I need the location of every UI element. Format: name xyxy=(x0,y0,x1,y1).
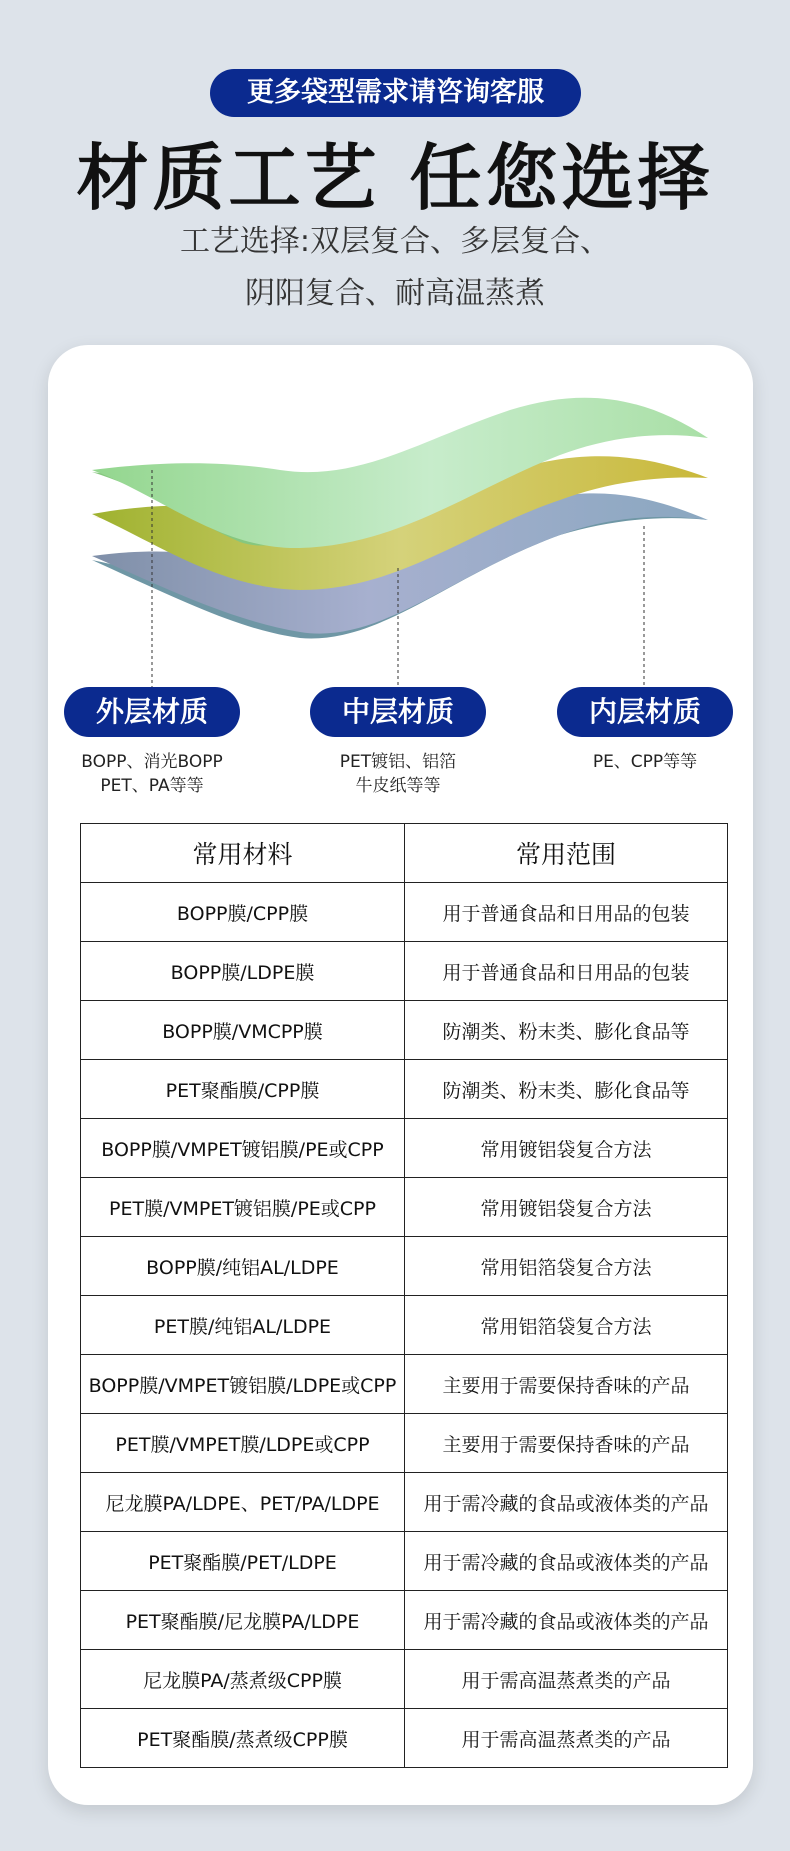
usage-cell: 常用铝箔袋复合方法 xyxy=(405,1237,728,1296)
material-cell: PET聚酯膜/CPP膜 xyxy=(81,1060,405,1119)
usage-cell: 防潮类、粉末类、膨化食品等 xyxy=(405,1001,728,1060)
header-usage: 常用范围 xyxy=(405,824,728,883)
material-cell: 尼龙膜PA/LDPE、PET/PA/LDPE xyxy=(81,1473,405,1532)
usage-cell: 主要用于需要保持香味的产品 xyxy=(405,1414,728,1473)
inner-layer-desc xyxy=(535,750,755,774)
table-row xyxy=(81,1355,728,1414)
middle-desc-line-1: PET镀铝、铝箔 xyxy=(339,752,457,772)
table-row xyxy=(81,942,728,1001)
table-row xyxy=(81,1591,728,1650)
subtitle-line-2: 阴阳复合、耐高温蒸煮 xyxy=(245,276,545,311)
table-row xyxy=(81,1473,728,1532)
material-cell: BOPP膜/CPP膜 xyxy=(81,883,405,942)
subtitle-line-1: 工艺选择:双层复合、多层复合、 xyxy=(179,224,611,259)
usage-cell: 用于需冷藏的食品或液体类的产品 xyxy=(405,1532,728,1591)
usage-cell: 用于需冷藏的食品或液体类的产品 xyxy=(405,1473,728,1532)
table-row xyxy=(81,1532,728,1591)
materials-table xyxy=(80,823,728,1768)
outer-desc-line-2: PET、PA等等 xyxy=(100,776,204,796)
material-cell: PET聚酯膜/蒸煮级CPP膜 xyxy=(81,1709,405,1768)
table-row xyxy=(81,1650,728,1709)
table-row xyxy=(81,1060,728,1119)
material-cell: 尼龙膜PA/蒸煮级CPP膜 xyxy=(81,1650,405,1709)
material-cell: PET膜/VMPET膜/LDPE或CPP xyxy=(81,1414,405,1473)
usage-cell: 用于普通食品和日用品的包装 xyxy=(405,883,728,942)
material-cell: BOPP膜/VMPET镀铝膜/PE或CPP xyxy=(81,1119,405,1178)
material-cell: BOPP膜/LDPE膜 xyxy=(81,942,405,1001)
usage-cell: 防潮类、粉末类、膨化食品等 xyxy=(405,1060,728,1119)
usage-cell: 用于需冷藏的食品或液体类的产品 xyxy=(405,1591,728,1650)
material-cell: PET聚酯膜/尼龙膜PA/LDPE xyxy=(81,1591,405,1650)
consult-badge: 更多袋型需求请咨询客服 xyxy=(210,69,581,117)
material-cell: PET膜/纯铝AL/LDPE xyxy=(81,1296,405,1355)
header-materials: 常用材料 xyxy=(81,824,405,883)
table-header-row xyxy=(81,824,728,883)
usage-cell: 用于普通食品和日用品的包装 xyxy=(405,942,728,1001)
material-cell: BOPP膜/纯铝AL/LDPE xyxy=(81,1237,405,1296)
middle-layer-desc xyxy=(288,750,508,798)
usage-cell: 用于需高温蒸煮类的产品 xyxy=(405,1709,728,1768)
usage-cell: 常用铝箔袋复合方法 xyxy=(405,1296,728,1355)
material-cell: PET膜/VMPET镀铝膜/PE或CPP xyxy=(81,1178,405,1237)
table-row xyxy=(81,1178,728,1237)
laminate-layers-illustration xyxy=(0,0,790,700)
table-row xyxy=(81,1709,728,1768)
middle-layer-label: 中层材质 xyxy=(310,687,486,737)
inner-desc-line-1: PE、CPP等等 xyxy=(592,752,698,772)
middle-desc-line-2: 牛皮纸等等 xyxy=(355,776,441,796)
usage-cell: 用于需高温蒸煮类的产品 xyxy=(405,1650,728,1709)
table-row xyxy=(81,1001,728,1060)
outer-layer-desc xyxy=(42,750,262,798)
headline: 材质工艺 任您选择 xyxy=(76,136,714,220)
outer-layer-label: 外层材质 xyxy=(64,687,240,737)
inner-layer-label: 内层材质 xyxy=(557,687,733,737)
table-row xyxy=(81,1296,728,1355)
material-cell: PET聚酯膜/PET/LDPE xyxy=(81,1532,405,1591)
material-cell: BOPP膜/VMPET镀铝膜/LDPE或CPP xyxy=(81,1355,405,1414)
outer-desc-line-1: BOPP、消光BOPP xyxy=(81,752,223,772)
table-row xyxy=(81,1119,728,1178)
table-row xyxy=(81,1237,728,1296)
usage-cell: 主要用于需要保持香味的产品 xyxy=(405,1355,728,1414)
table-row xyxy=(81,1414,728,1473)
usage-cell: 常用镀铝袋复合方法 xyxy=(405,1119,728,1178)
material-cell: BOPP膜/VMCPP膜 xyxy=(81,1001,405,1060)
table-row xyxy=(81,883,728,942)
usage-cell: 常用镀铝袋复合方法 xyxy=(405,1178,728,1237)
